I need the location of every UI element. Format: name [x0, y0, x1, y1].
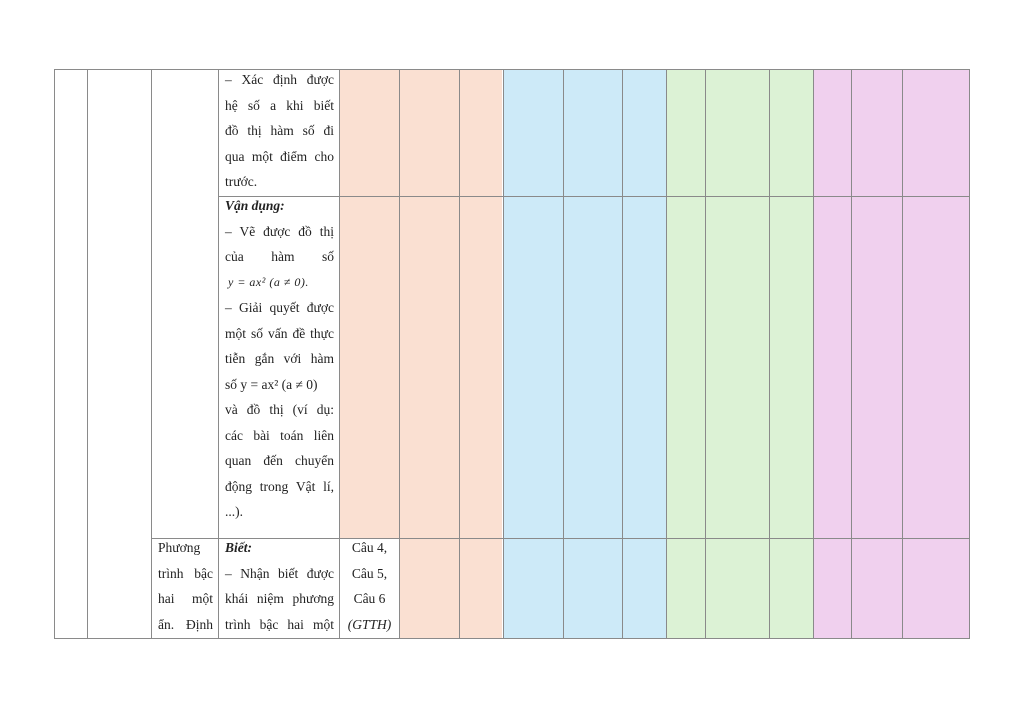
- row2-content: [225, 193, 334, 525]
- text-line: hệ số a khi biết: [225, 97, 334, 113]
- text-line: trước.: [225, 174, 258, 189]
- formula: y = ax² (a ≠ 0).: [228, 274, 309, 289]
- row1-content: [225, 67, 334, 195]
- matrix-table: [54, 69, 970, 639]
- text-line: – Nhận biết được: [225, 565, 334, 581]
- text-line: trình bậc hai một: [225, 616, 334, 632]
- text-line: ẩn. Định: [158, 616, 213, 632]
- level-heading: Biết:: [225, 540, 252, 555]
- question-ref: Câu 5,: [351, 565, 388, 581]
- band-pink: [814, 69, 970, 639]
- text-line: – Vẽ được đồ thị: [225, 223, 334, 239]
- text-line: của hàm số: [225, 249, 334, 264]
- text-line: – Xác định được: [225, 72, 334, 87]
- question-ref: Câu 6: [353, 591, 386, 606]
- band-orange-row3: [400, 539, 502, 639]
- text-line: đồ thị hàm số đi: [225, 123, 334, 138]
- question-ref: (GTTH): [347, 616, 392, 632]
- question-ref: Câu 4,: [351, 540, 388, 555]
- text-line: và đồ thị (ví dụ:: [225, 402, 334, 417]
- text-line: trình bậc: [158, 565, 213, 581]
- text-line: các bài toán liên: [225, 427, 334, 443]
- text-line: hai một: [158, 591, 213, 606]
- row3-questions: [340, 535, 399, 637]
- band-green: [667, 69, 813, 639]
- text-line: động trong Vật lí,: [225, 478, 334, 494]
- text-line: – Giải quyết được: [225, 300, 334, 315]
- band-orange: [340, 69, 502, 539]
- text-line: tiễn gắn với hàm: [225, 351, 334, 366]
- text-line: qua một điểm cho: [225, 148, 334, 164]
- text-line: quan đến chuyển: [225, 453, 334, 468]
- text-line: ...).: [225, 504, 243, 519]
- row3-content: [225, 535, 334, 637]
- text-line: một số vấn đề thực: [225, 325, 334, 341]
- text-line: số y = ax² (a ≠ 0): [225, 376, 318, 392]
- row3-topic: [158, 535, 213, 637]
- band-blue: [503, 69, 666, 639]
- level-heading: Vận dụng:: [225, 198, 285, 213]
- text-line: khái niệm phương: [225, 591, 334, 606]
- text-line: Phương: [158, 540, 201, 555]
